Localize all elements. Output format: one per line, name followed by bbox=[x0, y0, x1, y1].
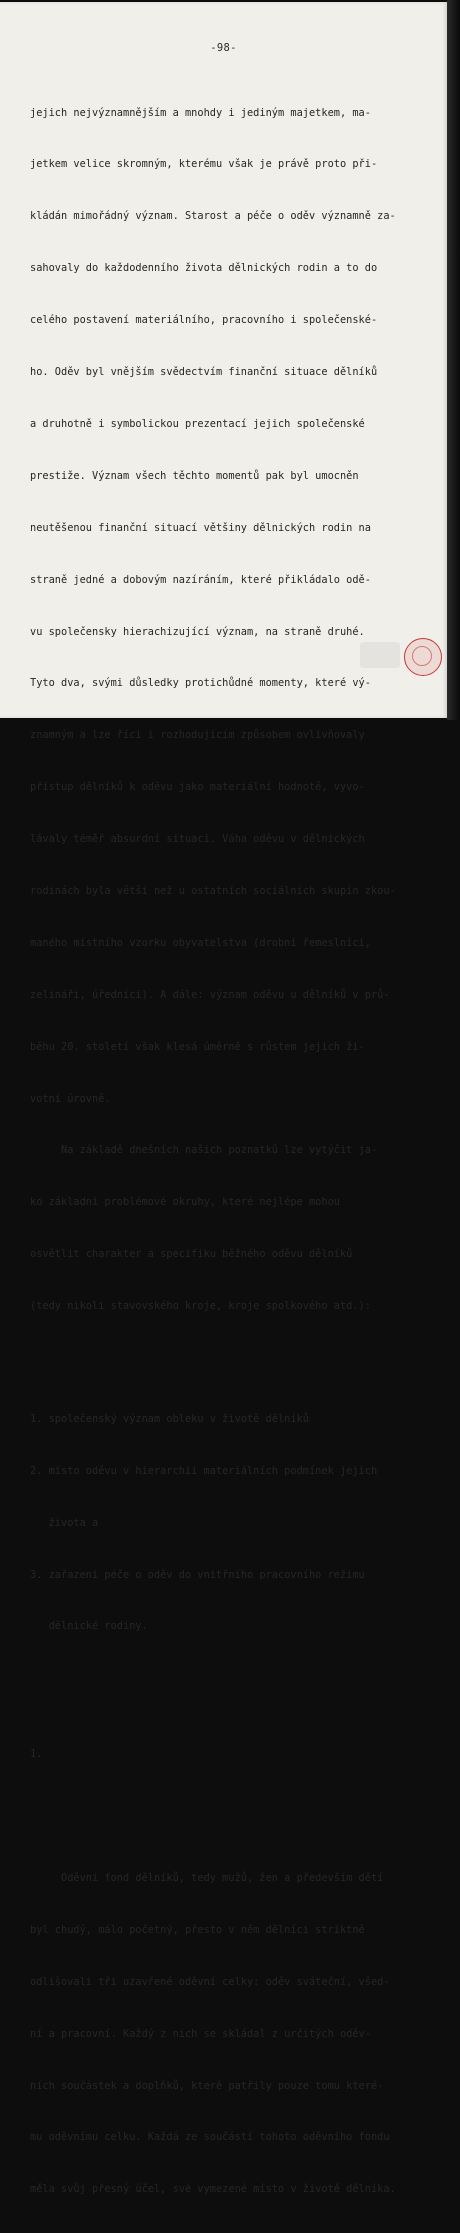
text-line: (tedy nikoli stavovského kroje, kroje spolkového atd.): bbox=[30, 1300, 371, 1313]
spacer bbox=[30, 1367, 425, 1376]
text-line: zelináři, úředníci). A dále: význam oděvu u dělníků v prů- bbox=[30, 988, 390, 1001]
text-line: ho. Oděv byl vnějším svědectvím finanční situace dělníků bbox=[30, 366, 378, 379]
section-number: 1. bbox=[30, 1748, 43, 1761]
text-line: straně jedné a dobovým nazíráním, které přikládalo odě- bbox=[30, 573, 371, 586]
list-item: dělnické rodiny. bbox=[30, 1620, 148, 1633]
text-line: měla svůj přesný účel, své vymezené místo v životě dělníka. bbox=[30, 2183, 396, 2196]
body-text bbox=[30, 70, 425, 2233]
page-edge-shadow bbox=[447, 0, 460, 720]
text-line: lávaly téměř absurdní situaci. Váha oděvu v dělnických bbox=[30, 833, 365, 846]
text-line: Na základě dnešních našich poznatků lze vytýčit ja- bbox=[30, 1144, 378, 1157]
text-line: jetkem velice skromným, kterému však je právě proto při- bbox=[30, 158, 378, 171]
stamp-smudge bbox=[360, 642, 400, 668]
text-line: a druhotně i symbolickou prezentací jejich společenské bbox=[30, 417, 365, 430]
text-line: byl chudý, málo početný, přesto v něm dělníci striktně bbox=[30, 1923, 365, 1936]
text-line: jejich nejvýznamnějším a mnohdy i jediným majetkem, ma- bbox=[30, 106, 371, 119]
text-line: znamným a lze říci i rozhodujícím způsobem ovlivňovaly bbox=[30, 729, 365, 742]
list-item: 2. místo oděvu v hierarchii materiálních podmínek jejich bbox=[30, 1464, 378, 1477]
text-line: ních součástek a doplňků, které patřily pouze tomu které- bbox=[30, 2079, 384, 2092]
spacer bbox=[30, 1815, 425, 1835]
text-line: přístup dělníků k oděvu jako materiální hodnotě, vyvo- bbox=[30, 781, 365, 794]
text-line: mu oděvnímu celku. Každá ze součástí tohoto oděvního fondu bbox=[30, 2131, 390, 2144]
text-line: celého postavení materiálního, pracovního i společenské- bbox=[30, 314, 378, 327]
text-line: kládán mimořádný význam. Starost a péče o oděv významně za- bbox=[30, 210, 396, 223]
text-line: osvětlit charakter a specifiku běžného oděvu dělníků bbox=[30, 1248, 353, 1261]
spacer bbox=[30, 1688, 425, 1712]
text-line: maného místního vzorku obyvatelstva (drobní řemeslníci, bbox=[30, 936, 371, 949]
text-line: prestiže. Význam všech těchto momentů pak byl umocněn bbox=[30, 469, 359, 482]
text-line: ní a pracovní. Každý z nich se skládal z určitých oděv- bbox=[30, 2027, 371, 2040]
text-line: Tyto dva, svými důsledky protichůdné momenty, které vý- bbox=[30, 677, 371, 690]
document-page bbox=[0, 2, 447, 2196]
text-line: rodinách byla větší než u ostatních sociálních skupin zkou- bbox=[30, 884, 396, 897]
text-line: ko základní problémové okruhy, které nejlépe mohou bbox=[30, 1196, 340, 1209]
text-line: votní úrovně. bbox=[30, 1092, 111, 1105]
text-line: Oděvní fond dělníků, tedy mužů, žen a především dětí bbox=[30, 1871, 384, 1884]
list-item: 3. zařazení péče o oděv do vnitřního pracovního režimu bbox=[30, 1568, 365, 1581]
page-number: -98- bbox=[210, 42, 237, 54]
text-line: běhu 20. století však klesá úměrně s růstem jejich ži- bbox=[30, 1040, 365, 1053]
library-stamp bbox=[404, 638, 442, 676]
text-line: neutěšenou finanční situací většiny dělnických rodin na bbox=[30, 521, 371, 534]
text-line: sahovaly do každodenního života dělnických rodin a to do bbox=[30, 262, 378, 275]
text-line: vu společensky hierachizující význam, na straně druhé. bbox=[30, 625, 365, 638]
list-item: 1. společenský význam obleku v životě dělníků bbox=[30, 1412, 309, 1425]
text-line: odlišovali tři uzavřené oděvní celky: oděv sváteční, všed- bbox=[30, 1975, 390, 1988]
list-item: života a bbox=[30, 1516, 99, 1529]
